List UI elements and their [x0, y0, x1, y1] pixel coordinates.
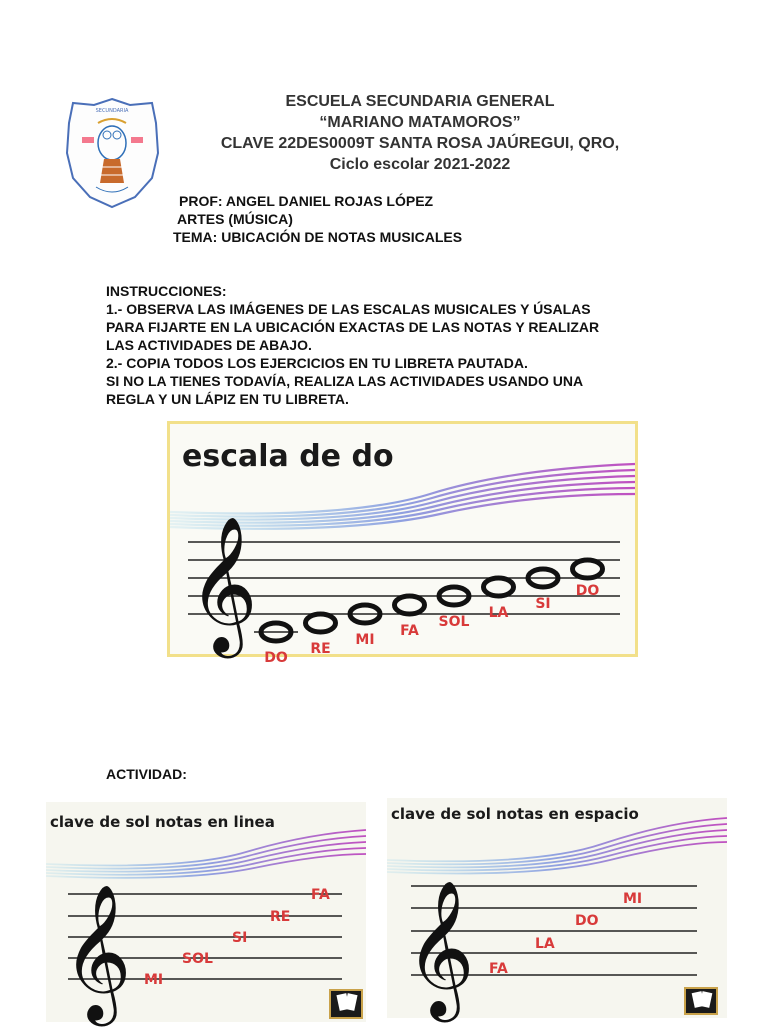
school-clave: CLAVE 22DES0009T SANTA ROSA JAÚREGUI, QRO, [220, 135, 620, 152]
instructions-title: INSTRUCCIONES: [106, 283, 227, 299]
activity-label: ACTIVIDAD: [106, 766, 187, 782]
note-label: LA [535, 936, 555, 952]
school-name-line: ESCUELA SECUNDARIA GENERAL [285, 93, 555, 110]
note-label: SI [535, 596, 551, 612]
cards-icon [330, 990, 362, 1018]
spaces-exercise-image [387, 798, 727, 1018]
note-label: SOL [182, 951, 213, 967]
instruction-line: REGLA Y UN LÁPIZ EN TU LIBRETA. [106, 391, 349, 407]
note-label: DO [264, 650, 288, 666]
note-label: SOL [438, 614, 470, 630]
note-label: RE [270, 909, 291, 925]
instruction-line: 1.- OBSERVA LAS IMÁGENES DE LAS ESCALAS MUSICALES Y ÚSALAS [106, 301, 591, 317]
note-label: SI [232, 930, 248, 946]
instruction-line: 2.- COPIA TODOS LOS EJERCICIOS EN TU LIBRETA PAUTADA. [106, 355, 528, 371]
whole-note [573, 560, 603, 578]
note-label: FA [400, 623, 419, 639]
lines-title: clave de sol notas en linea [50, 813, 275, 831]
treble-clef [188, 514, 258, 658]
note-label: MI [623, 891, 643, 907]
lines-exercise-image [46, 802, 366, 1022]
treble-clef: 𝄞 [405, 878, 475, 1016]
scale-image [167, 421, 638, 666]
rainbow-swoosh [387, 818, 727, 874]
note-label: DO [575, 913, 599, 929]
rainbow-swoosh [46, 830, 366, 878]
topic: TEMA: UBICACIÓN DE NOTAS MUSICALES [173, 229, 463, 245]
cards-icon [685, 988, 717, 1014]
school-logo [60, 93, 165, 210]
treble-clef: 𝄞 [62, 882, 132, 1020]
note-label: FA [311, 887, 330, 903]
school-title: “MARIANO MATAMOROS” [319, 114, 521, 131]
school-year: Ciclo escolar 2021-2022 [329, 156, 511, 173]
logo-label: SECUNDARIA [95, 108, 129, 114]
instruction-line: SI NO LA TIENES TODAVÍA, REALIZA LAS ACTIVIDADES USANDO UNA [106, 373, 584, 389]
note-label: MI [355, 632, 375, 648]
note-label: LA [488, 605, 509, 621]
scale-title: escala de do [182, 439, 394, 474]
instruction-line: LAS ACTIVIDADES DE ABAJO. [106, 337, 312, 353]
whole-note [306, 614, 336, 632]
teacher-name: PROF: ANGEL DANIEL ROJAS LÓPEZ [179, 193, 434, 209]
note-label: FA [489, 961, 508, 977]
svg-text:𝄞: 𝄞 [188, 514, 258, 652]
whole-note [484, 578, 514, 596]
spaces-title: clave de sol notas en espacio [391, 805, 639, 823]
note-label: RE [310, 641, 331, 657]
note-label: MI [144, 972, 164, 988]
note-label: DO [575, 583, 600, 599]
instruction-line: PARA FIJARTE EN LA UBICACIÓN EXACTAS DE LAS NOTAS Y REALIZAR [106, 319, 600, 335]
subject: ARTES (MÚSICA) [177, 211, 293, 227]
whole-note [395, 596, 425, 614]
